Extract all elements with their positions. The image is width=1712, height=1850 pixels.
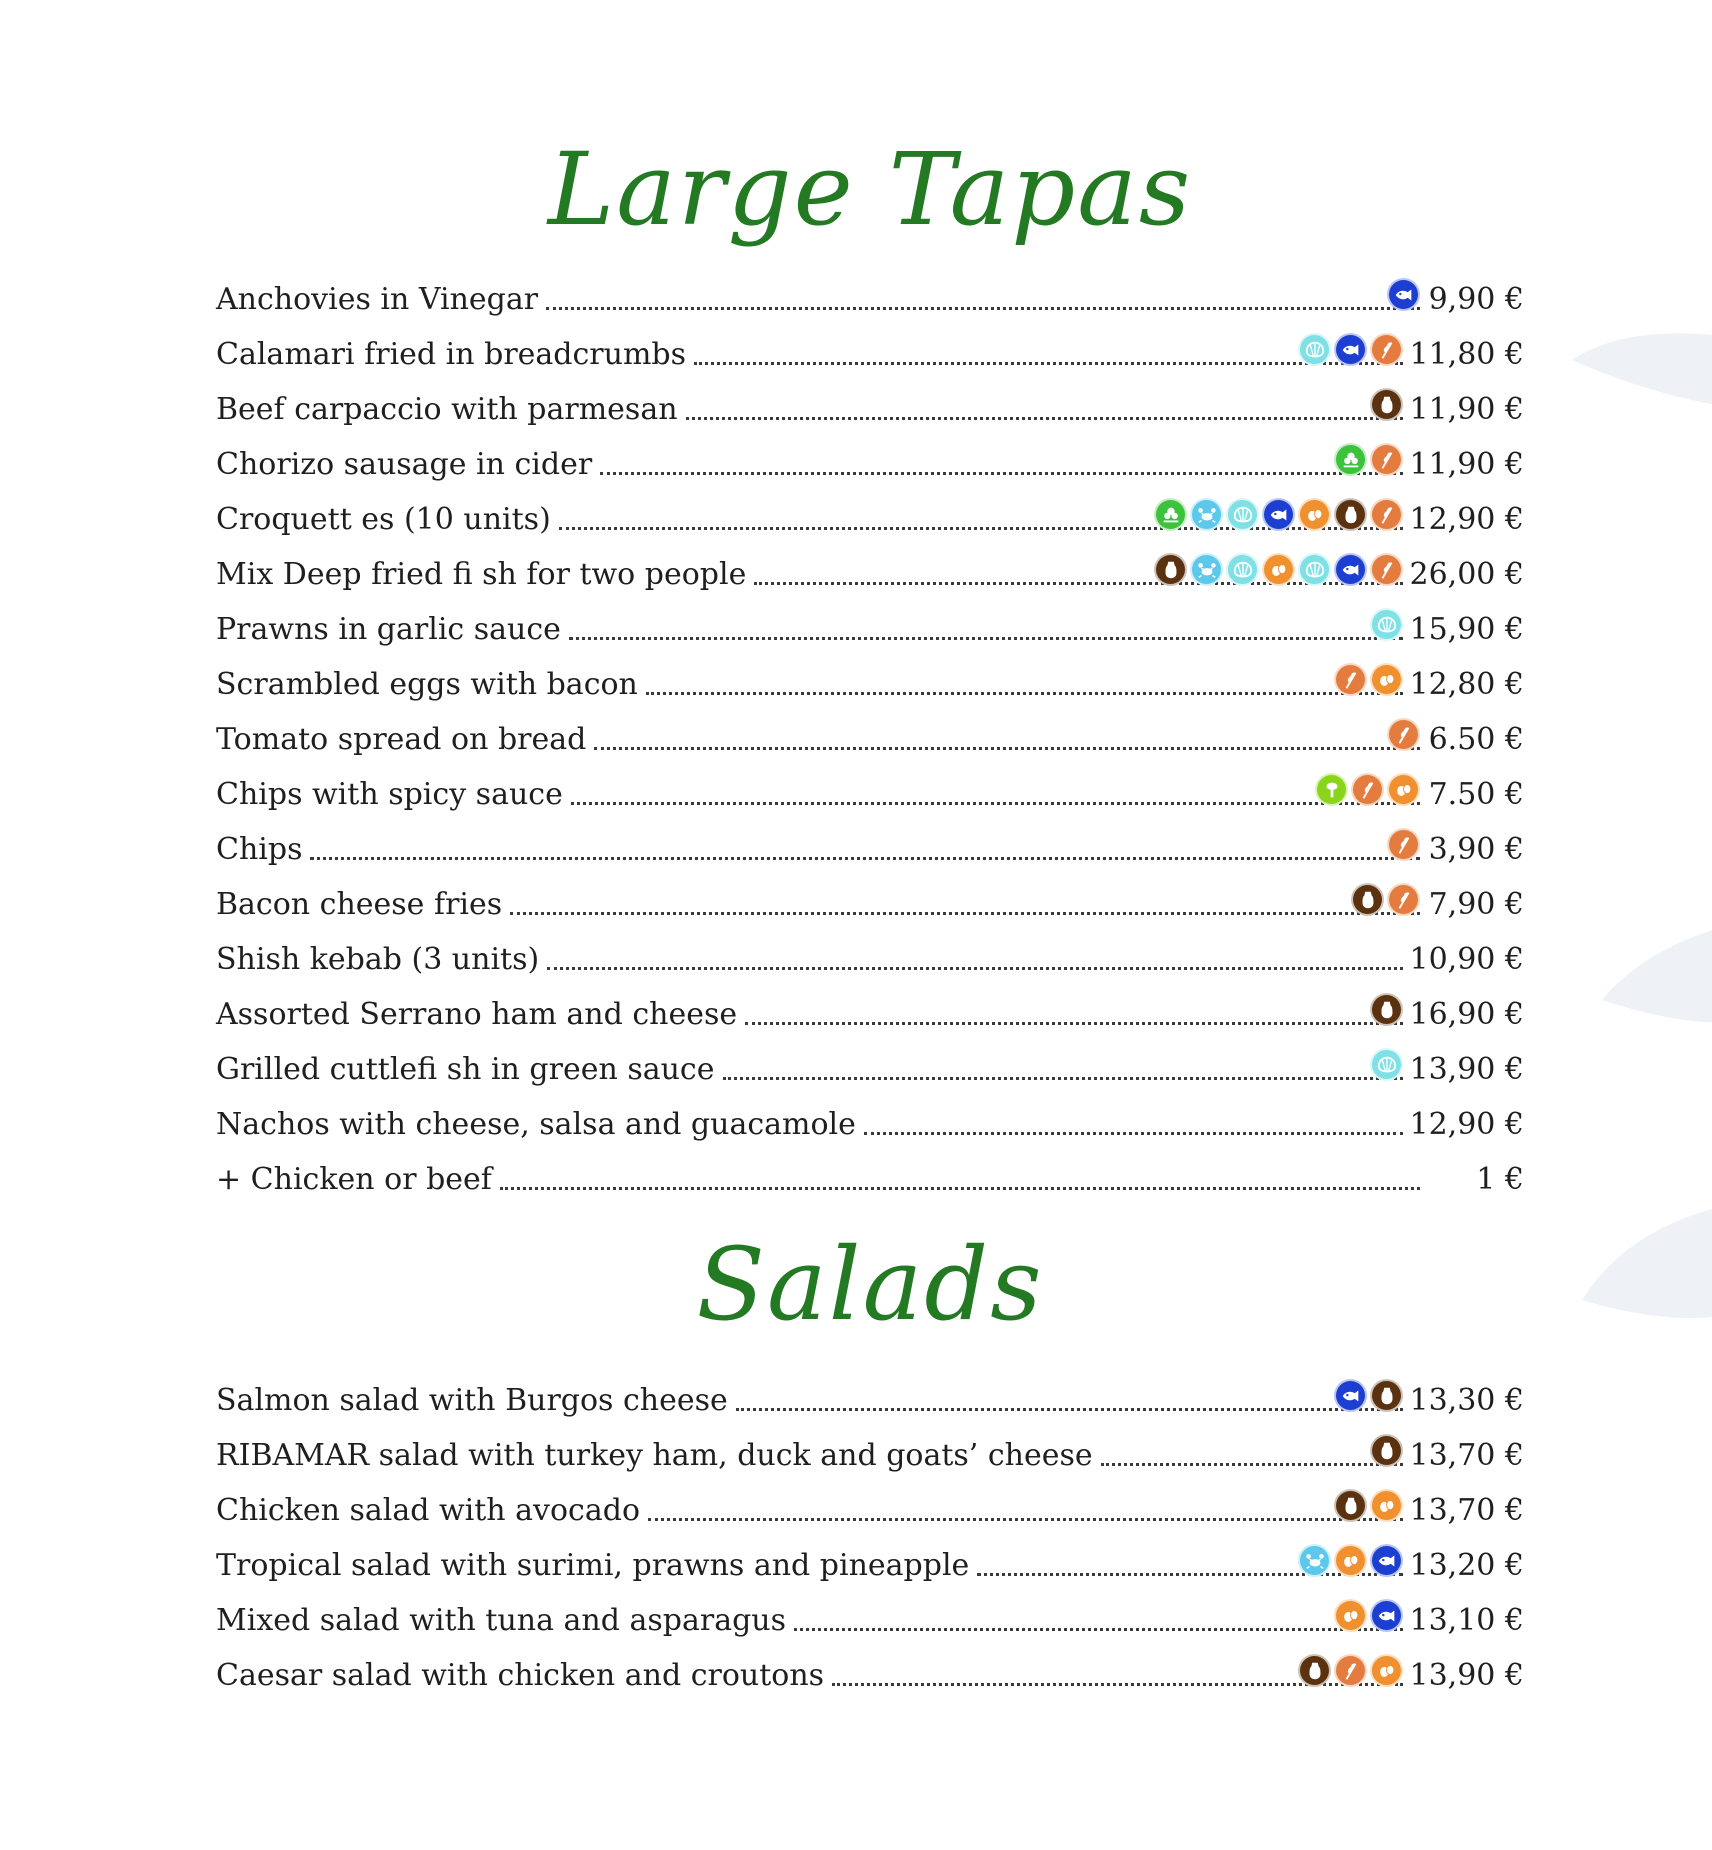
wheat-icon <box>1334 663 1367 696</box>
allergen-icons <box>1334 1379 1403 1412</box>
menu-item-price: 13,10 € <box>1409 1603 1524 1638</box>
allergen-icons <box>1387 718 1420 751</box>
allergen-icons <box>1334 1599 1403 1632</box>
celery-icon <box>1154 498 1187 531</box>
menu-item-name: + Chicken or beef <box>216 1162 492 1197</box>
menu-item-name: Assorted Serrano ham and cheese <box>216 997 738 1032</box>
menu-item <box>216 871 1524 926</box>
menu-item <box>216 266 1524 321</box>
wheat-icon <box>1387 828 1420 861</box>
menu-item-price: 15,90 € <box>1409 612 1524 647</box>
allergen-icons <box>1351 883 1420 916</box>
celery-icon <box>1334 443 1367 476</box>
eggs-icon <box>1334 1544 1367 1577</box>
allergen-icons <box>1370 608 1403 641</box>
wheat-icon <box>1370 553 1403 586</box>
shell-icon <box>1370 608 1403 641</box>
menu-item-price: 16,90 € <box>1409 997 1524 1032</box>
wheat-icon <box>1387 718 1420 751</box>
menu-item-name: Caesar salad with chicken and croutons <box>216 1658 825 1693</box>
menu-item-name: Tomato spread on bread <box>216 722 587 757</box>
shell-icon <box>1226 553 1259 586</box>
menu-list-salads <box>216 1367 1524 1697</box>
fish-icon <box>1370 1599 1403 1632</box>
menu-item-name: RIBAMAR salad with turkey ham, duck and goats’ cheese <box>216 1438 1093 1473</box>
dot-leader <box>1101 1462 1404 1466</box>
menu-item-price: 11,90 € <box>1409 392 1524 427</box>
menu-item <box>216 1422 1524 1477</box>
fish-icon <box>1262 498 1295 531</box>
menu-item-price: 7,90 € <box>1428 887 1524 922</box>
wheat-icon <box>1370 498 1403 531</box>
allergen-icons <box>1154 553 1403 586</box>
dot-leader <box>571 801 1420 805</box>
menu-item-name: Salmon salad with Burgos cheese <box>216 1383 728 1418</box>
menu-item-price: 26,00 € <box>1409 557 1524 592</box>
menu-item-price: 13,70 € <box>1409 1438 1524 1473</box>
dot-leader <box>686 416 1404 420</box>
menu-item <box>216 1477 1524 1532</box>
shell-icon <box>1298 333 1331 366</box>
menu-item-price: 11,80 € <box>1409 337 1524 372</box>
allergen-icons <box>1334 1489 1403 1522</box>
menu-item <box>216 1587 1524 1642</box>
dot-leader <box>594 746 1420 750</box>
dot-leader <box>646 691 1404 695</box>
menu-item-price: 7.50 € <box>1428 777 1524 812</box>
menu-item-price: 1 € <box>1476 1162 1524 1197</box>
menu-item-name: Chorizo sausage in cider <box>216 447 593 482</box>
dot-leader <box>736 1407 1404 1411</box>
menu-item <box>216 1642 1524 1697</box>
menu-item <box>216 1532 1524 1587</box>
crab-icon <box>1190 498 1223 531</box>
menu-item-price: 13,20 € <box>1409 1548 1524 1583</box>
allergen-icons <box>1370 388 1403 421</box>
menu-item-name: Croquett es (10 units) <box>216 502 551 537</box>
milk-jug-icon <box>1370 1379 1403 1412</box>
menu-item-price: 11,90 € <box>1409 447 1524 482</box>
fish-icon <box>1387 278 1420 311</box>
menu-item-name: Mix Deep fried fi sh for two people <box>216 557 747 592</box>
dot-leader <box>977 1572 1403 1576</box>
menu-list-large-tapas <box>216 266 1524 1201</box>
milk-jug-icon <box>1334 1489 1367 1522</box>
menu-item <box>216 431 1524 486</box>
menu-item-name: Anchovies in Vinegar <box>216 282 539 317</box>
menu-item-name: Chips with spicy sauce <box>216 777 563 812</box>
menu-item <box>216 1146 1524 1201</box>
allergen-icons <box>1334 443 1403 476</box>
wheat-icon <box>1351 773 1384 806</box>
menu-item-name: Nachos with cheese, salsa and guacamole <box>216 1107 856 1142</box>
fish-icon <box>1334 553 1367 586</box>
menu-item <box>216 706 1524 761</box>
shell-icon <box>1370 1048 1403 1081</box>
menu-item <box>216 651 1524 706</box>
wheat-icon <box>1370 443 1403 476</box>
menu-item-price: 3,90 € <box>1428 832 1524 867</box>
menu-item <box>216 1367 1524 1422</box>
menu-item-price: 9,90 € <box>1428 282 1524 317</box>
dot-leader <box>723 1076 1404 1080</box>
menu-item-name: Calamari fried in breadcrumbs <box>216 337 687 372</box>
allergen-icons <box>1387 828 1420 861</box>
eggs-icon <box>1370 1654 1403 1687</box>
menu-item-name: Prawns in garlic sauce <box>216 612 561 647</box>
fish-icon <box>1334 333 1367 366</box>
allergen-icons <box>1370 993 1403 1026</box>
menu-item-price: 13,90 € <box>1409 1052 1524 1087</box>
wheat-icon <box>1334 1654 1367 1687</box>
section-title-salads: Salads <box>696 1226 1044 1343</box>
eggs-icon <box>1387 773 1420 806</box>
dot-leader <box>510 911 1420 915</box>
dot-leader <box>832 1682 1403 1686</box>
menu-item-name: Grilled cuttlefi sh in green sauce <box>216 1052 715 1087</box>
milk-jug-icon <box>1370 1434 1403 1467</box>
dot-leader <box>569 636 1404 640</box>
fish-icon <box>1334 1379 1367 1412</box>
wheat-icon <box>1370 333 1403 366</box>
menu-item-price: 13,90 € <box>1409 1658 1524 1693</box>
allergen-icons <box>1315 773 1420 806</box>
dot-leader <box>600 471 1403 475</box>
dot-leader <box>500 1186 1420 1190</box>
menu-item-price: 12,80 € <box>1409 667 1524 702</box>
dot-leader <box>694 361 1403 365</box>
eggs-icon <box>1334 1599 1367 1632</box>
menu-item-price: 12,90 € <box>1409 1107 1524 1142</box>
menu-item <box>216 816 1524 871</box>
eggs-icon <box>1370 1489 1403 1522</box>
allergen-icons <box>1334 663 1403 696</box>
menu-item-name: Shish kebab (3 units) <box>216 942 540 977</box>
dot-leader <box>310 856 1420 860</box>
dot-leader <box>547 966 1403 970</box>
fish-icon <box>1370 1544 1403 1577</box>
menu-item <box>216 1036 1524 1091</box>
allergen-icons <box>1154 498 1403 531</box>
menu-item <box>216 541 1524 596</box>
milk-jug-icon <box>1370 388 1403 421</box>
crab-icon <box>1298 1544 1331 1577</box>
menu-item-price: 13,70 € <box>1409 1493 1524 1528</box>
shell-icon <box>1298 553 1331 586</box>
mustard-icon <box>1315 773 1348 806</box>
dot-leader <box>864 1131 1404 1135</box>
dot-leader <box>546 306 1420 310</box>
allergen-icons <box>1298 1654 1403 1687</box>
milk-jug-icon <box>1370 993 1403 1026</box>
menu-item <box>216 761 1524 816</box>
menu-item <box>216 321 1524 376</box>
allergen-icons <box>1370 1434 1403 1467</box>
menu-item <box>216 1091 1524 1146</box>
shell-icon <box>1226 498 1259 531</box>
menu-item-price: 6.50 € <box>1428 722 1524 757</box>
menu-item-price: 12,90 € <box>1409 502 1524 537</box>
menu-item <box>216 376 1524 431</box>
menu-item <box>216 596 1524 651</box>
eggs-icon <box>1298 498 1331 531</box>
menu-item-name: Tropical salad with surimi, prawns and pineapple <box>216 1548 970 1583</box>
menu-item-name: Chicken salad with avocado <box>216 1493 640 1528</box>
dot-leader <box>794 1627 1403 1631</box>
menu-item-price: 13,30 € <box>1409 1383 1524 1418</box>
allergen-icons <box>1298 1544 1403 1577</box>
menu-item <box>216 926 1524 981</box>
menu-item-price: 10,90 € <box>1409 942 1524 977</box>
dot-leader <box>648 1517 1403 1521</box>
allergen-icons <box>1298 333 1403 366</box>
menu-item-name: Bacon cheese fries <box>216 887 503 922</box>
background-decoration <box>1512 300 1712 1400</box>
menu-item-name: Scrambled eggs with bacon <box>216 667 638 702</box>
crab-icon <box>1190 553 1223 586</box>
milk-jug-icon <box>1334 498 1367 531</box>
eggs-icon <box>1262 553 1295 586</box>
menu-item-name: Mixed salad with tuna and asparagus <box>216 1603 786 1638</box>
menu-item-name: Beef carpaccio with parmesan <box>216 392 678 427</box>
menu-item <box>216 981 1524 1036</box>
eggs-icon <box>1370 663 1403 696</box>
section-title-large-tapas: Large Tapas <box>547 131 1193 248</box>
milk-jug-icon <box>1298 1654 1331 1687</box>
dot-leader <box>745 1021 1403 1025</box>
milk-jug-icon <box>1154 553 1187 586</box>
dot-leader <box>754 581 1403 585</box>
wheat-icon <box>1387 883 1420 916</box>
dot-leader <box>559 526 1404 530</box>
menu-item-name: Chips <box>216 832 303 867</box>
allergen-icons <box>1370 1048 1403 1081</box>
menu-item <box>216 486 1524 541</box>
milk-jug-icon <box>1351 883 1384 916</box>
allergen-icons <box>1387 278 1420 311</box>
